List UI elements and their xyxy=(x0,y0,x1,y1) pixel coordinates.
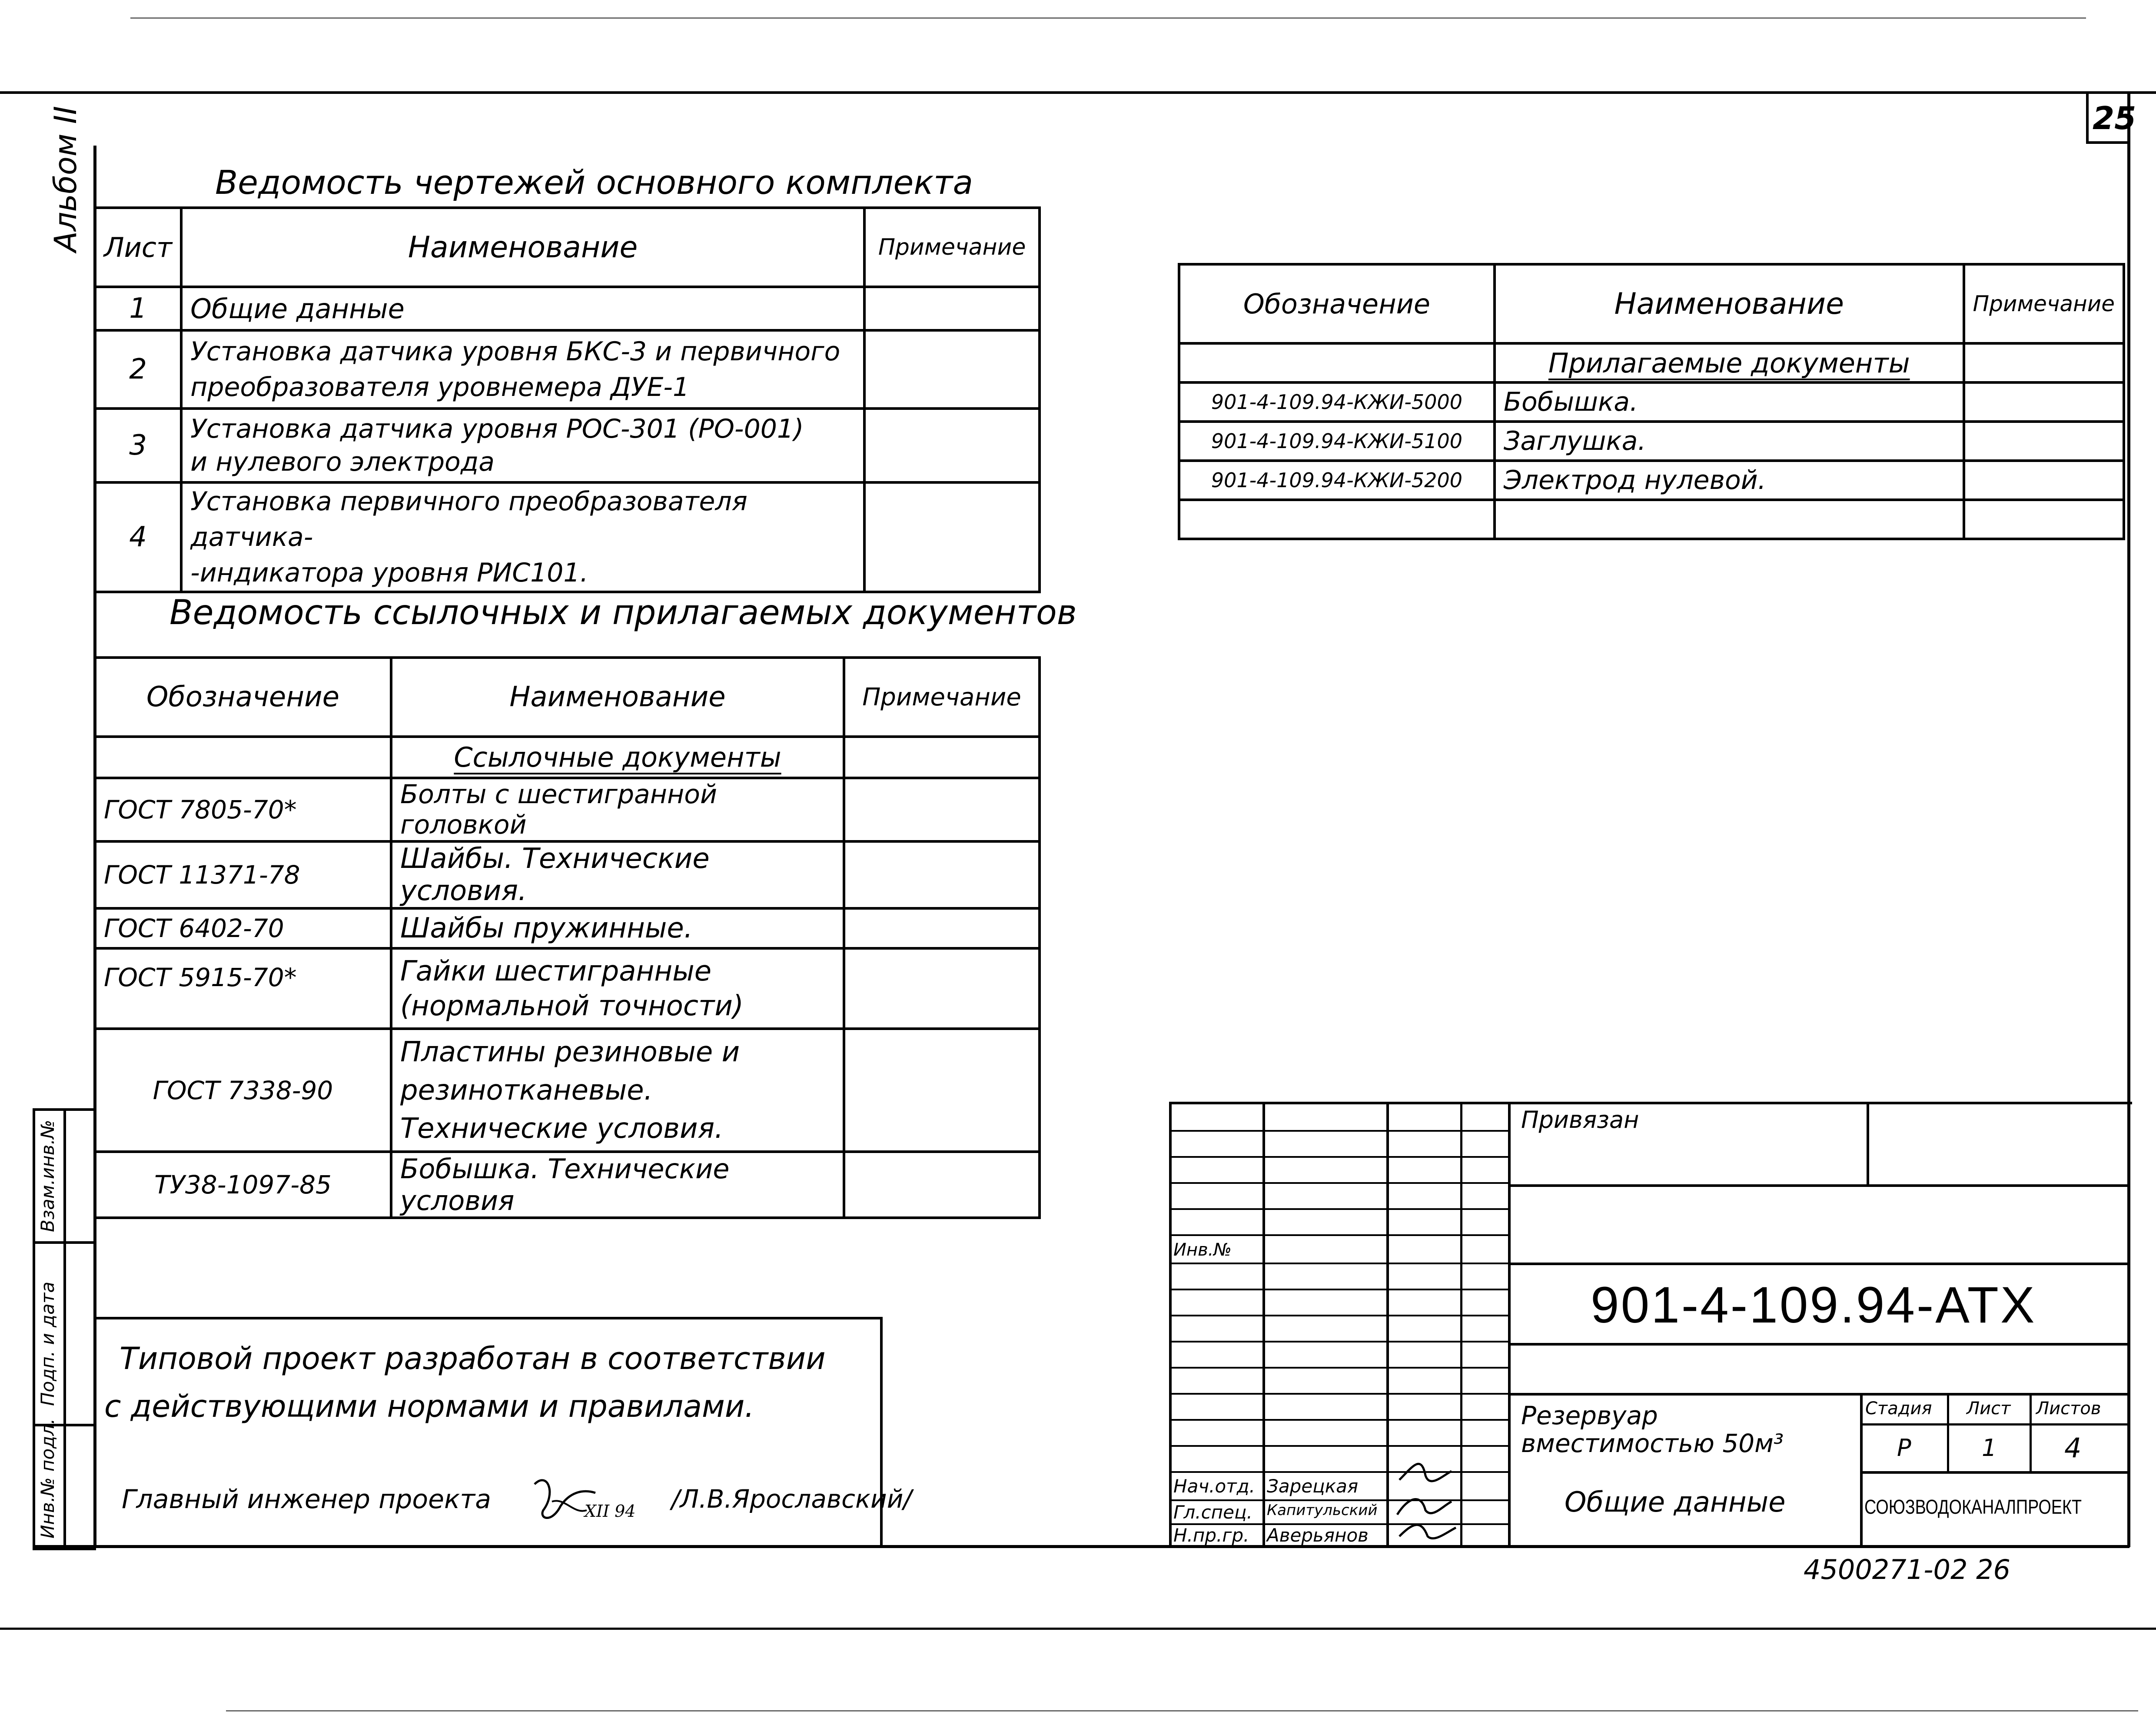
stamp-replaced-inv: Взам.инв.№ xyxy=(37,1120,58,1232)
header-name: Наименование xyxy=(391,658,844,737)
name-cell: Электрод нулевой. xyxy=(1495,461,1964,500)
drawings-list-table xyxy=(93,206,1041,593)
drawings-list-title: Ведомость чертежей основного комплекта xyxy=(215,163,973,202)
header-note: Примечание xyxy=(844,658,1040,737)
table-row xyxy=(95,778,1040,841)
code-cell: 901-4-109.94-КЖИ-5200 xyxy=(1179,461,1495,500)
name-cell: Бобышка. Технические условия xyxy=(391,1152,844,1218)
sheet-cell: 2 xyxy=(95,330,181,409)
note-cell xyxy=(864,287,1040,330)
table-row xyxy=(95,287,1040,330)
code-cell: ГОСТ 7338-90 xyxy=(95,1029,391,1152)
name-cell: Пластины резиновые и резинотканевые. Технические условия. xyxy=(391,1029,844,1152)
sheet-number: 25 xyxy=(2093,100,2136,136)
object-name: Резервуар вместимостью 50м³ xyxy=(1521,1401,1784,1458)
stage-value: Р xyxy=(1897,1434,1911,1462)
note-cell xyxy=(1964,461,2124,500)
sheet-cell: 3 xyxy=(95,409,181,482)
sheet-cell: 4 xyxy=(95,482,181,592)
staff-name-2: Капитульский xyxy=(1267,1502,1378,1519)
header-name: Наименование xyxy=(1495,264,1964,343)
table-row xyxy=(95,841,1040,908)
table-row xyxy=(95,948,1040,1029)
note-cell xyxy=(844,778,1040,841)
attached-docs-table xyxy=(1178,263,2125,540)
note-cell xyxy=(864,409,1040,482)
code-cell: ГОСТ 6402-70 xyxy=(95,908,391,948)
sheet-cell: 1 xyxy=(95,287,181,330)
table-row xyxy=(95,482,1040,592)
attached-label: Привязан xyxy=(1521,1106,1639,1133)
name-cell: Шайбы пружинные. xyxy=(391,908,844,948)
album-label: Альбом II xyxy=(48,106,83,252)
note-cell xyxy=(844,908,1040,948)
stage-label: Стадия xyxy=(1865,1399,1932,1419)
statement-line-2: с действующими нормами и правилами. xyxy=(104,1389,754,1424)
code-cell: ГОСТ 5915-70* xyxy=(95,948,391,1029)
name-cell: Шайбы. Технические условия. xyxy=(391,841,844,908)
header-note: Примечание xyxy=(1964,264,2124,343)
header-sheet: Лист xyxy=(95,208,181,287)
staff-role-1: Нач.отд. xyxy=(1173,1475,1256,1497)
organization-name: СОЮЗВОДОКАНАЛПРОЕКТ xyxy=(1864,1495,2082,1518)
name-cell: Болты с шестигранной головкой xyxy=(391,778,844,841)
bottom-border-line xyxy=(0,1628,2156,1630)
sheet-title: Общие данные xyxy=(1565,1486,1786,1519)
name-cell: Гайки шестигранные (нормальной точности) xyxy=(391,948,844,1029)
name-cell: Общие данные xyxy=(181,287,864,330)
table-row xyxy=(95,330,1040,409)
header-note: Примечание xyxy=(864,208,1040,287)
note-cell xyxy=(864,330,1040,409)
staff-signatures xyxy=(1391,1449,1460,1545)
staff-role-3: Н.пр.гр. xyxy=(1173,1525,1249,1546)
table-row xyxy=(95,1152,1040,1218)
document-code: 901-4-109.94-АТХ xyxy=(1591,1276,2036,1334)
table-row xyxy=(1179,422,2124,461)
stamp-sign-date: Подп. и дата xyxy=(37,1281,58,1406)
top-border-line xyxy=(0,91,2156,94)
note-cell xyxy=(844,1029,1040,1152)
note-cell xyxy=(844,948,1040,1029)
staff-name-1: Зарецкая xyxy=(1267,1475,1359,1497)
name-cell: Установка датчика уровня БКС-3 и первичного преобразователя уровнемера ДУЕ-1 xyxy=(181,330,864,409)
section-label: Ссылочные документы xyxy=(391,737,844,778)
sheets-value: 4 xyxy=(2064,1432,2082,1464)
ref-docs-table xyxy=(93,656,1041,1219)
note-cell xyxy=(1964,382,2124,422)
header-code: Обозначение xyxy=(95,658,391,737)
signature-date: XII 94 xyxy=(585,1502,636,1521)
header-name: Наименование xyxy=(181,208,864,287)
staff-role-2: Гл.спец. xyxy=(1173,1502,1252,1523)
chief-engineer-name: /Л.В.Ярославский/ xyxy=(671,1484,912,1514)
sheet-label: Лист xyxy=(1967,1399,2011,1419)
name-cell: Установка датчика уровня РОС-301 (РО-001) и нулевого электрода xyxy=(181,409,864,482)
sheet-value: 1 xyxy=(1982,1434,1997,1462)
name-cell: Бобышка. xyxy=(1495,382,1964,422)
table-row xyxy=(1179,382,2124,422)
statement-line-1: Типовой проект разработан в соответствии xyxy=(120,1341,826,1376)
scan-bottom-edge xyxy=(226,1710,2138,1711)
stamp-original-inv: Инв.№ подл. xyxy=(37,1418,58,1539)
code-cell: ГОСТ 7805-70* xyxy=(95,778,391,841)
inv-label: Инв.№ xyxy=(1173,1240,1232,1260)
table-row xyxy=(95,1029,1040,1152)
note-cell xyxy=(844,1152,1040,1218)
ref-docs-title: Ведомость ссылочных и прилагаемых документов xyxy=(169,593,1077,632)
staff-name-3: Аверьянов xyxy=(1267,1525,1369,1546)
note-cell xyxy=(1964,422,2124,461)
note-cell xyxy=(844,841,1040,908)
section-label: Прилагаемые документы xyxy=(1495,343,1964,382)
chief-engineer-label: Главный инженер проекта xyxy=(122,1484,491,1515)
header-code: Обозначение xyxy=(1179,264,1495,343)
table-row xyxy=(1179,500,2124,539)
archive-number: 4500271-02 26 xyxy=(1804,1554,2010,1585)
chief-engineer-signature xyxy=(526,1467,604,1532)
note-cell xyxy=(864,482,1040,592)
code-cell: ГОСТ 11371-78 xyxy=(95,841,391,908)
code-cell: 901-4-109.94-КЖИ-5000 xyxy=(1179,382,1495,422)
table-row xyxy=(1179,461,2124,500)
scan-top-edge xyxy=(130,17,2086,19)
table-row xyxy=(95,409,1040,482)
name-cell: Установка первичного преобразователя датчика- -индикатора уровня РИС101. xyxy=(181,482,864,592)
table-row xyxy=(95,908,1040,948)
code-cell: 901-4-109.94-КЖИ-5100 xyxy=(1179,422,1495,461)
code-cell: ТУ38-1097-85 xyxy=(95,1152,391,1218)
name-cell: Заглушка. xyxy=(1495,422,1964,461)
sheets-label: Листов xyxy=(2036,1399,2101,1419)
